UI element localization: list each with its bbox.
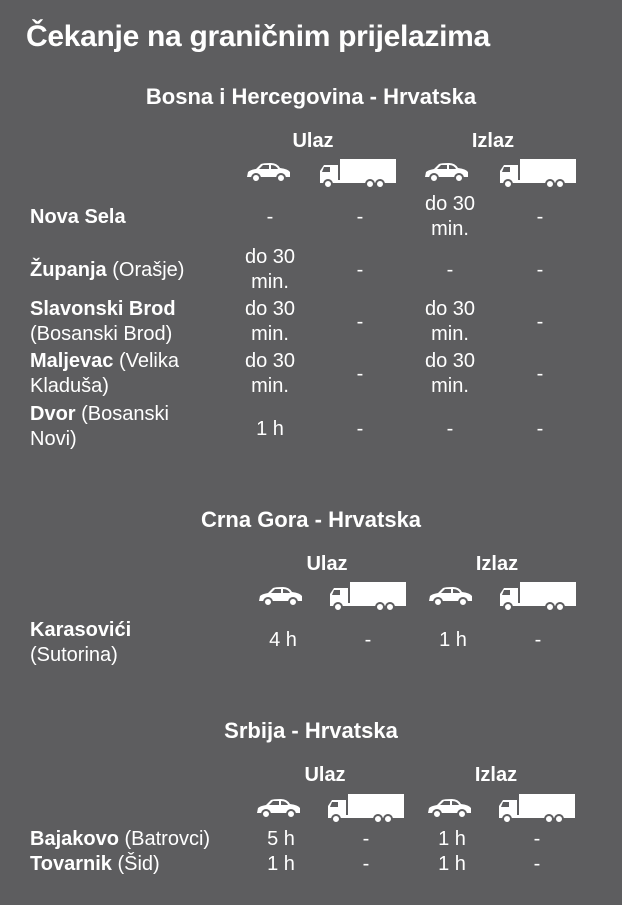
header-izlaz: Izlaz (471, 130, 515, 152)
cell-ulaz-truck: - (362, 828, 370, 850)
section-title-bih: Bosna i Hercegovina - Hrvatska (145, 84, 477, 109)
header-ulaz: Ulaz (292, 130, 334, 152)
cell-izlaz-car: do 30 min. (424, 350, 476, 397)
cell-ulaz-truck: - (356, 363, 364, 385)
cell-ulaz-truck: - (356, 206, 364, 228)
truck-icon (498, 157, 578, 189)
place-name: Karasovići (30, 619, 132, 641)
place-slavonski-brod (30, 297, 220, 347)
cell-ulaz-truck: - (356, 311, 364, 333)
car-icon (244, 160, 292, 184)
place-name: Slavonski Brod (30, 298, 176, 320)
place-sub: (Bosanski Novi) (30, 403, 169, 450)
truck-icon (326, 792, 406, 824)
place-maljevac (30, 349, 220, 399)
place-dvor (30, 402, 220, 452)
truck-icon (318, 157, 398, 189)
cell-ulaz-car: 4 h (269, 629, 297, 651)
cell-izlaz-car: - (446, 259, 454, 281)
place-name: Dvor (30, 403, 76, 425)
place-sub: (Bosanski Brod) (30, 323, 173, 345)
header-izlaz: Izlaz (475, 553, 519, 575)
header-ulaz: Ulaz (306, 553, 348, 575)
cell-ulaz-car: do 30 min. (244, 350, 296, 397)
cell-izlaz-car: 1 h (438, 853, 466, 875)
section-title-srbija: Srbija - Hrvatska (224, 718, 398, 743)
place-sub: (Šid) (117, 853, 160, 875)
cell-izlaz-truck: - (536, 363, 544, 385)
place-name: Bajakovo (30, 828, 119, 850)
cell-izlaz-truck: - (534, 629, 542, 651)
car-icon (422, 160, 470, 184)
cell-izlaz-truck: - (533, 853, 541, 875)
place-name: Tovarnik (30, 853, 112, 875)
place-name: Nova Sela (30, 206, 126, 228)
place-karasovici (30, 618, 220, 668)
cell-izlaz-truck: - (536, 311, 544, 333)
car-icon (426, 584, 474, 608)
cell-ulaz-car: - (266, 206, 274, 228)
header-izlaz: Izlaz (474, 764, 518, 786)
cell-ulaz-truck: - (356, 259, 364, 281)
truck-icon (497, 792, 577, 824)
cell-izlaz-truck: - (533, 828, 541, 850)
cell-ulaz-car: 1 h (267, 853, 295, 875)
place-name: Županja (30, 259, 107, 281)
place-nova-sela (30, 205, 220, 230)
truck-icon (328, 580, 408, 612)
cell-izlaz-car: do 30 min. (424, 193, 476, 240)
place-tovarnik (30, 852, 250, 877)
place-sub: (Batrovci) (124, 828, 211, 850)
section-title-crna-gora: Crna Gora - Hrvatska (200, 507, 422, 532)
cell-ulaz-truck: - (362, 853, 370, 875)
header-ulaz: Ulaz (304, 764, 346, 786)
cell-izlaz-truck: - (536, 206, 544, 228)
place-sub: (Orašje) (112, 259, 185, 281)
cell-izlaz-truck: - (536, 259, 544, 281)
cell-izlaz-car: 1 h (439, 629, 467, 651)
place-name: Maljevac (30, 350, 114, 372)
page-title: Čekanje na graničnim prijelazima (26, 20, 490, 53)
place-sub: (Sutorina) (30, 644, 118, 666)
car-icon (425, 796, 473, 820)
cell-izlaz-car: - (446, 418, 454, 440)
cell-ulaz-car: do 30 min. (244, 298, 296, 345)
cell-ulaz-car: 5 h (267, 828, 295, 850)
cell-izlaz-car: 1 h (438, 828, 466, 850)
place-bajakovo (30, 827, 250, 852)
truck-icon (498, 580, 578, 612)
car-icon (256, 584, 304, 608)
place-sub: (Velika Kladuša) (30, 350, 179, 397)
place-zupanja (30, 258, 220, 283)
cell-ulaz-truck: - (356, 418, 364, 440)
cell-izlaz-truck: - (536, 418, 544, 440)
cell-ulaz-car: do 30 min. (244, 246, 296, 293)
cell-ulaz-car: 1 h (256, 418, 284, 440)
cell-ulaz-truck: - (364, 629, 372, 651)
cell-izlaz-car: do 30 min. (424, 298, 476, 345)
car-icon (254, 796, 302, 820)
